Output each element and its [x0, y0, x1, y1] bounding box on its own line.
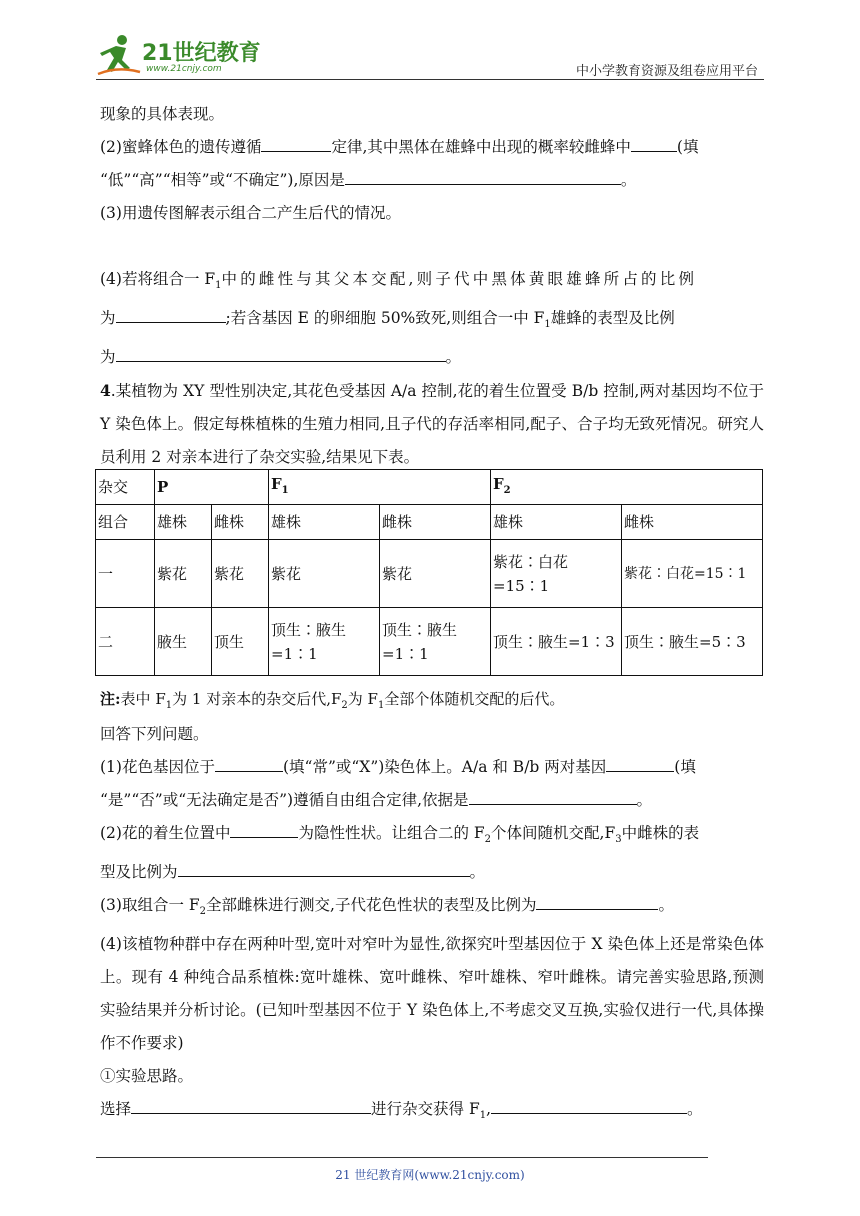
q4-part2: (2)花的着生位置中 为隐性性状。让组合二的 $F_2$个体间随机交配$,F_3$中雌株的表 型及比例为 。 — [100, 817, 764, 889]
answer-blank[interactable] — [631, 134, 677, 152]
q4-part1: (1)花色基因位于 (填“常”或“X”)染色体上。A/a 和 B/b 两对基因 (填 “是”“否”或“无法确定是否”)遵循自由组合定律,依据是 。 — [100, 751, 764, 817]
logo — [96, 30, 266, 80]
q3-part4: (4)若将组合一 $F_1$中的雌性与其父本交配,则子代中黑体黄眼雄蜂所占的比例 为 ;若含基因 E 的卵细胞 50%致死,则组合一中 $F_1$雄蜂的表型及比例 为 。 — [100, 270, 698, 367]
table-row: 一 紫花 紫花 紫花 紫花 紫花∶白花=15∶1 紫花∶白花=15∶1 — [96, 540, 763, 608]
q4-part4-step1: ①实验思路。 — [100, 1067, 194, 1086]
page-footer: 21 世纪教育网(www.21cnjy.com) — [335, 1168, 525, 1182]
answer-blank[interactable] — [345, 167, 621, 185]
runner-logo-icon — [96, 32, 142, 78]
table-header-female: 雌株 — [212, 505, 269, 540]
diagram-space — [100, 230, 764, 263]
table-header-f2: $F_2$ — [491, 470, 763, 505]
q4-part4: (4)该植物种群中存在两种叶型,宽叶对窄叶为显性,欲探究叶型基因位于 X 染色体上还是常染色体上。现有 4 种纯合品系植株:宽叶雄株、宽叶雌株、窄叶雄株、窄叶雌株。请完善实验思路,预测实验结果并分析讨论。(已知叶型基因不位于 Y 染色体上,不考虑交叉互换,实验仅进行一代,具体操作不作要求) — [100, 935, 764, 1053]
page-header — [96, 30, 764, 80]
table-header-female: 雌株 — [622, 505, 763, 540]
table-header-group: 组合 — [96, 505, 155, 540]
answer-blank[interactable] — [261, 134, 331, 152]
footer-divider — [96, 1157, 708, 1158]
q4-part3: (3)取组合一 $F_2$全部雌株进行测交,子代花色性状的表型及比例为 。 — [100, 889, 764, 928]
answer-blank[interactable] — [230, 820, 298, 838]
question-3-continued — [100, 98, 764, 474]
q4-part4-step2: 选择 进行杂交获得 $F_1$, 。 — [100, 1093, 764, 1132]
answer-blank[interactable] — [536, 892, 658, 910]
question-4-parts — [100, 718, 764, 1132]
answer-blank[interactable] — [215, 754, 283, 772]
header-divider — [96, 79, 764, 80]
cross-results-table — [95, 469, 763, 676]
table-header-f1: $F_1$ — [269, 470, 491, 505]
logo-url: www.21cnjy.com — [146, 64, 222, 74]
q4-answer-prompt: 回答下列问题。 — [100, 725, 209, 743]
answer-blank[interactable] — [116, 305, 226, 323]
table-header-female: 雌株 — [380, 505, 491, 540]
table-header-male: 雄株 — [155, 505, 212, 540]
answer-blank[interactable] — [178, 859, 470, 877]
q3-part3: (3)用遗传图解表示组合二产生后代的情况。 — [100, 204, 401, 222]
table-header-group: 杂交 — [96, 470, 155, 505]
logo-text: 21世纪教育 — [142, 41, 261, 66]
answer-blank[interactable] — [469, 787, 637, 805]
table-header-p: P — [155, 470, 269, 505]
answer-blank[interactable] — [606, 754, 674, 772]
answer-blank[interactable] — [491, 1096, 687, 1114]
header-platform-name: 中小学教育资源及组卷应用平台 — [575, 64, 758, 79]
answer-blank[interactable] — [131, 1096, 371, 1114]
table-header-male: 雄株 — [269, 505, 380, 540]
answer-blank[interactable] — [116, 344, 446, 362]
q3-part2: (2)蜜蜂体色的遗传遵循 定律,其中黑体在雄蜂中出现的概率较雌蜂中 (填 “低”“高”“相等”或“不确定”),原因是 。 — [100, 131, 764, 197]
table-row: 二 腋生 顶生 顶生∶腋生=1∶1 顶生∶腋生=1∶1 顶生∶腋生=1∶3 顶生∶腋生=5∶3 — [96, 608, 763, 676]
table-header-male: 雄株 — [491, 505, 622, 540]
table-note: 注:表中 $F_1$为 1 对亲本的杂交后代$,F_2$为 $F_1$全部个体随机交配的后代。 — [100, 690, 565, 711]
q4-intro: 4.某植物为 XY 型性别决定,其花色受基因 A/a 控制,花的着生位置受 B/b 控制,两对基因均不位于 Y 染色体上。假定每株植株的生殖力相同,且子代的存活率相同,配子、合子均无致死情况。研究人员利用 2 对亲本进行了杂交实验,结果见下表。 — [100, 381, 764, 467]
q3-line0: 现象的具体表现。 — [100, 105, 225, 123]
